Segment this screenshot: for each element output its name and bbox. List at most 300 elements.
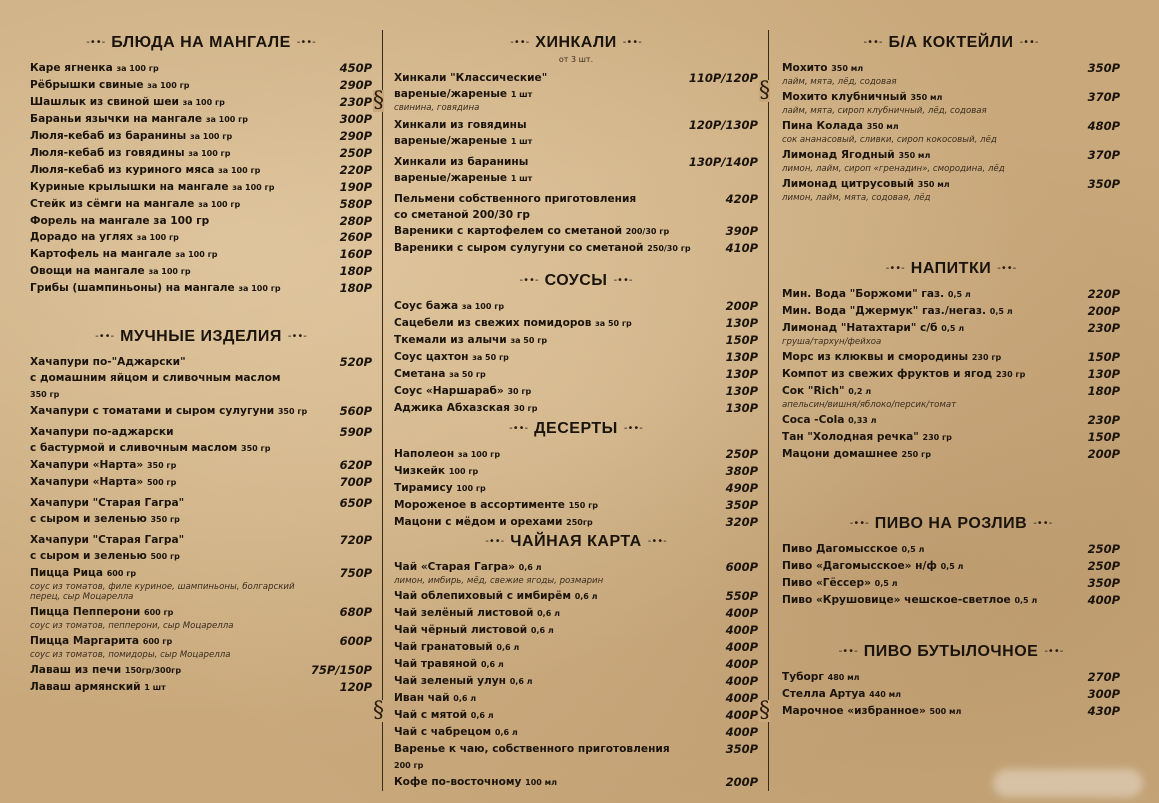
menu-item — [30, 229, 372, 246]
section-title-text: Б/А КОКТЕЙЛИ — [888, 34, 1014, 51]
ornament-right-icon: -••- — [1019, 37, 1039, 48]
blurred-watermark — [993, 769, 1143, 797]
menu-item — [782, 686, 1120, 703]
item-unit: 480 мл — [827, 673, 860, 682]
item-name: Аджика Абхазская — [394, 402, 510, 414]
item-price: 180Р — [1087, 384, 1120, 398]
item-price: 400Р — [725, 657, 758, 671]
item-unit: 230 гр — [995, 370, 1026, 379]
item-unit: 1 шт — [510, 174, 533, 183]
item-name: Люля-кебаб из баранины — [30, 130, 187, 142]
item-price: 150Р — [1087, 350, 1120, 364]
item-price: 290Р — [339, 129, 372, 143]
item-price: 620Р — [339, 458, 372, 472]
item-unit: 600 гр — [144, 608, 174, 617]
item-price: 720Р — [339, 533, 372, 547]
menu-item — [394, 223, 758, 240]
item-unit: за 100 гр — [457, 450, 501, 459]
ornament-right-icon: -••- — [623, 423, 643, 434]
item-unit: 0,6 л — [530, 626, 554, 635]
menu-item — [30, 662, 372, 679]
item-price: 160Р — [339, 247, 372, 261]
item-price: 150Р — [1087, 430, 1120, 444]
item-unit: за 50 гр — [472, 353, 509, 362]
menu-item — [394, 154, 758, 187]
menu-item — [394, 191, 758, 223]
item-price: 300Р — [1087, 687, 1120, 701]
menu-item — [782, 89, 1120, 116]
item-unit: 500 гр — [146, 478, 177, 487]
menu-item — [782, 575, 1120, 592]
section-title-text: ХИНКАЛИ — [535, 34, 617, 51]
item-name: Лимонад цитрусовый — [782, 178, 915, 190]
item-description: лайм, мята, сироп клубничный, лёд, содовая — [782, 106, 987, 116]
item-price: 130Р — [725, 384, 758, 398]
menu-item — [30, 280, 372, 297]
item-unit: 1 шт — [144, 683, 166, 692]
item-price: 220Р — [339, 163, 372, 177]
item-unit: за 100 гр — [147, 81, 190, 90]
menu-item — [30, 246, 372, 263]
item-unit: за 100 гр — [238, 284, 281, 293]
menu-section — [394, 420, 758, 531]
item-unit: 100 гр — [448, 467, 479, 476]
item-price: 200Р — [725, 775, 758, 789]
menu-item — [394, 741, 758, 774]
menu-column-1 — [30, 0, 372, 803]
menu-item — [30, 403, 372, 420]
menu-item — [394, 315, 758, 332]
item-unit: 350 гр — [30, 390, 60, 399]
section-title — [30, 34, 372, 54]
item-unit: 0,6 л — [518, 563, 542, 572]
item-unit: 0,6 л — [496, 643, 520, 652]
item-unit: 0,5 л — [901, 545, 925, 554]
menu-item — [394, 400, 758, 417]
item-list — [782, 541, 1120, 609]
menu-item — [30, 263, 372, 280]
item-description: соус из томатов, помидоры, сыр Моцарелла — [30, 650, 231, 660]
item-name: Хачапури "Старая Гагра" с сыром и зеленью — [30, 534, 185, 562]
item-unit: 250 гр — [901, 450, 931, 459]
item-unit: 500 гр — [150, 552, 180, 561]
item-unit: 150 гр — [568, 501, 598, 510]
flourish-icon: § — [373, 88, 384, 113]
menu-section — [30, 34, 372, 297]
item-name: Хачапури «Нарта» — [30, 476, 144, 488]
item-unit: 200/30 гр — [625, 227, 670, 236]
section-title-text: МУЧНЫЕ ИЗДЕЛИЯ — [120, 328, 282, 345]
section-title — [394, 272, 758, 292]
ornament-left-icon: -••- — [86, 37, 106, 48]
item-price: 180Р — [339, 264, 372, 278]
item-description: сок ананасовый, сливки, сироп кокосовый, лёд — [782, 135, 997, 145]
item-name: Пиво «Крушовице» чешское-светлое — [782, 594, 1011, 606]
item-name: Лаваш из печи — [30, 664, 122, 676]
menu-item — [782, 303, 1120, 320]
item-name: Люля-кебаб из говядины — [30, 147, 185, 159]
item-list — [782, 60, 1120, 203]
item-list — [394, 559, 758, 791]
menu-item — [394, 690, 758, 707]
section-title-text: НАПИТКИ — [910, 260, 992, 277]
item-name: Чай чёрный листовой — [394, 624, 528, 636]
item-price: 150Р — [725, 333, 758, 347]
menu-item — [782, 286, 1120, 303]
item-description: свинина, говядина — [394, 103, 480, 113]
item-name: Чай «Старая Гагра» — [394, 561, 515, 573]
item-unit: 350 мл — [898, 151, 931, 160]
item-unit: 350 гр — [150, 515, 180, 524]
item-name: Пицца Маргарита — [30, 635, 140, 647]
menu-column-3 — [782, 0, 1120, 803]
item-name: Чай гранатовый — [394, 641, 493, 653]
item-name: Хачапури по-аджарски с бастурмой и сливочным маслом — [30, 426, 238, 454]
ornament-left-icon: -••- — [849, 518, 869, 529]
item-name: Хачапури «Нарта» — [30, 459, 144, 471]
item-price: 700Р — [339, 475, 372, 489]
item-price: 320Р — [725, 515, 758, 529]
menu-column-2 — [394, 0, 758, 803]
item-name: Мацони домашнее — [782, 448, 898, 460]
menu-item — [394, 656, 758, 673]
item-unit: 100 мл — [525, 778, 558, 787]
item-unit: за 100 гр — [136, 233, 179, 242]
item-unit: 0,6 л — [537, 609, 560, 618]
menu-section — [394, 533, 758, 791]
menu-item — [782, 366, 1120, 383]
item-price: 130Р — [725, 350, 758, 364]
flourish-icon: § — [373, 698, 384, 723]
item-name: Картофель на мангале — [30, 248, 172, 260]
item-price: 110Р/120Р — [688, 71, 758, 85]
menu-item — [394, 366, 758, 383]
menu-item — [30, 633, 372, 660]
menu-item — [782, 446, 1120, 463]
item-name: Соус «Наршараб» — [394, 385, 504, 397]
item-name: Бараньи язычки на мангале — [30, 113, 203, 125]
menu-section — [782, 643, 1120, 720]
item-unit: за 50 гр — [595, 319, 632, 328]
menu-item — [394, 497, 758, 514]
ornament-left-icon: -••- — [863, 37, 883, 48]
item-unit: 0,6 л — [494, 728, 518, 737]
item-price: 200Р — [1087, 447, 1120, 461]
item-name: Чай облепиховый с имбирём — [394, 590, 571, 602]
item-price: 400Р — [725, 708, 758, 722]
item-name: Мороженое в ассортименте — [394, 499, 565, 511]
ornament-right-icon: -••- — [287, 331, 307, 342]
item-name: Сок "Rich" — [782, 385, 845, 397]
item-price: 270Р — [1087, 670, 1120, 684]
item-name: Шашлык из свиной шеи — [30, 96, 179, 108]
item-name: Соус цахтон — [394, 351, 469, 363]
item-unit: за 100 гр — [148, 267, 191, 276]
item-price: 400Р — [1087, 593, 1120, 607]
menu-item — [782, 429, 1120, 446]
menu-item — [30, 604, 372, 631]
item-price: 120Р — [339, 680, 372, 694]
item-name: Чай травяной — [394, 658, 478, 670]
item-price: 400Р — [725, 606, 758, 620]
item-unit: за 100 гр — [218, 166, 261, 175]
item-unit: 1 шт — [510, 90, 533, 99]
item-price: 680Р — [339, 605, 372, 619]
item-price: 130Р — [725, 316, 758, 330]
item-price: 260Р — [339, 230, 372, 244]
menu-item — [30, 424, 372, 457]
item-unit: 250/30 гр — [647, 244, 691, 253]
item-unit: 0,6 л — [453, 694, 477, 703]
menu-section — [394, 272, 758, 417]
item-name: Пельмени собственного приготовления со сметаной 200/30 гр — [394, 193, 637, 221]
item-unit: 0,5 л — [947, 290, 971, 299]
item-unit: 0,33 л — [848, 416, 877, 425]
item-unit: 350 мл — [910, 93, 943, 102]
item-price: 130Р — [1087, 367, 1120, 381]
menu-item — [394, 514, 758, 531]
item-price: 130Р/140Р — [688, 155, 758, 169]
item-price: 280Р — [339, 214, 372, 228]
item-name: Вареники с картофелем со сметаной — [394, 225, 623, 237]
item-unit: за 100 гр — [182, 98, 225, 107]
menu-item — [30, 457, 372, 474]
item-unit: 30 гр — [507, 387, 532, 396]
item-name: Хинкали "Классические" вареные/жареные — [394, 72, 548, 100]
item-name: Хинкали из баранины вареные/жареные — [394, 156, 529, 184]
menu-item — [30, 94, 372, 111]
menu-item — [394, 383, 758, 400]
menu-item — [30, 213, 372, 229]
item-unit: 350 гр — [146, 461, 177, 470]
item-unit: 1 шт — [510, 137, 533, 146]
ornament-right-icon: -••- — [622, 37, 642, 48]
column-divider-left — [382, 30, 383, 791]
item-price: 250Р — [725, 447, 758, 461]
item-unit: 0,5 л — [989, 307, 1013, 316]
ornament-right-icon: -••- — [613, 275, 633, 286]
section-title — [394, 34, 758, 54]
ornament-right-icon: -••- — [647, 536, 667, 547]
item-price: 120Р/130Р — [688, 118, 758, 132]
item-name: Грибы (шампиньоны) на мангале — [30, 282, 235, 294]
item-list — [394, 446, 758, 531]
section-title-text: СОУСЫ — [544, 272, 608, 289]
item-name: Мин. Вода "Боржоми" газ. — [782, 288, 945, 300]
menu-item — [394, 480, 758, 497]
menu-item — [782, 558, 1120, 575]
item-name: Хачапури с томатами и сыром сулугуни — [30, 405, 275, 417]
item-unit: 0,5 л — [874, 579, 898, 588]
item-price: 430Р — [1087, 704, 1120, 718]
item-price: 400Р — [725, 725, 758, 739]
item-price: 520Р — [339, 355, 372, 369]
item-list — [782, 286, 1120, 463]
menu-item — [782, 147, 1120, 174]
item-unit: 350 мл — [831, 64, 864, 73]
item-name: Наполеон — [394, 448, 455, 460]
item-price: 750Р — [339, 566, 372, 580]
menu-item — [394, 446, 758, 463]
section-title — [394, 533, 758, 553]
ornament-left-icon: -••- — [838, 646, 858, 657]
menu-item — [394, 240, 758, 257]
item-price: 200Р — [725, 299, 758, 313]
item-price: 590Р — [339, 425, 372, 439]
ornament-left-icon: -••- — [509, 423, 529, 434]
item-description: лимон, лайм, сироп «гренадин», смородина, лёд — [782, 164, 1005, 174]
item-unit: 350 мл — [917, 180, 950, 189]
item-unit: за 50 гр — [449, 370, 486, 379]
item-unit: 230 гр — [922, 433, 952, 442]
item-price: 390Р — [725, 224, 758, 238]
menu-item — [782, 703, 1120, 720]
item-price: 400Р — [725, 623, 758, 637]
item-name: Хачапури по-"Аджарски" с домашним яйцом и сливочным маслом — [30, 356, 281, 384]
item-name: Лимонад Ягодный — [782, 149, 895, 161]
item-name: Чай с мятой — [394, 709, 468, 721]
ornament-left-icon: -••- — [519, 275, 539, 286]
item-name: Сметана — [394, 368, 446, 380]
section-title — [394, 420, 758, 440]
flourish-icon: § — [759, 698, 770, 723]
item-list — [394, 298, 758, 417]
menu-item — [782, 176, 1120, 203]
item-name: Пицца Рица — [30, 567, 104, 579]
item-unit: 0,6 л — [574, 592, 598, 601]
item-unit: 100 гр — [456, 484, 486, 493]
item-price: 350Р — [1087, 177, 1120, 191]
section-title-text: ПИВО БУТЫЛОЧНОЕ — [863, 643, 1039, 660]
menu-item — [30, 565, 372, 602]
section-title-text: ДЕСЕРТЫ — [534, 420, 618, 437]
item-unit: за 100 гр — [232, 183, 275, 192]
item-unit: за 100 гр — [175, 250, 218, 259]
menu-item — [394, 349, 758, 366]
item-unit: 0,5 л — [941, 324, 965, 333]
item-unit: 350 мл — [866, 122, 899, 131]
menu-item — [394, 588, 758, 605]
item-price: 480Р — [1087, 119, 1120, 133]
item-price: 490Р — [725, 481, 758, 495]
menu-item — [394, 70, 758, 113]
item-price: 300Р — [339, 112, 372, 126]
item-unit: 440 мл — [869, 690, 902, 699]
item-price: 560Р — [339, 404, 372, 418]
item-list — [394, 70, 758, 257]
item-name: Куриные крылышки на мангале — [30, 181, 229, 193]
menu-section — [782, 260, 1120, 463]
section-title-text: ЧАЙНАЯ КАРТА — [510, 533, 642, 550]
item-unit: 0,6 л — [470, 711, 494, 720]
menu-item — [394, 639, 758, 656]
item-price: 250Р — [1087, 542, 1120, 556]
section-title — [782, 515, 1120, 535]
menu-item — [782, 383, 1120, 410]
item-price: 290Р — [339, 78, 372, 92]
item-price: 200Р — [1087, 304, 1120, 318]
menu-item — [30, 162, 372, 179]
item-name: Пина Колада — [782, 120, 863, 132]
item-unit: 150гр/300гр — [124, 666, 182, 675]
menu-item — [394, 559, 758, 586]
menu-item — [782, 592, 1120, 609]
item-description: соус из томатов, филе куриное, шампиньоны, болгарский перец, сыр Моцарелла — [30, 582, 295, 602]
item-unit: 0,5 л — [940, 562, 964, 571]
menu-section — [394, 34, 758, 257]
column-divider-right — [768, 30, 769, 791]
item-unit: 0,6 л — [509, 677, 533, 686]
item-name: Соус бажа — [394, 300, 459, 312]
section-title — [782, 34, 1120, 54]
item-unit: 30 гр — [513, 404, 538, 413]
menu-item — [30, 145, 372, 162]
menu-item — [30, 196, 372, 213]
item-price: 130Р — [725, 401, 758, 415]
menu-item — [394, 673, 758, 690]
item-description: груша/тархун/фейхоа — [782, 337, 882, 347]
item-price: 370Р — [1087, 148, 1120, 162]
menu-item — [782, 412, 1120, 429]
item-list — [30, 354, 372, 696]
item-unit: за 100 гр — [461, 302, 505, 311]
menu-item — [394, 774, 758, 791]
item-name: Каре ягненка — [30, 62, 113, 74]
item-description: соус из томатов, пепперони, сыр Моцарелла — [30, 621, 234, 631]
menu-item — [30, 679, 372, 696]
item-price: 230Р — [1087, 321, 1120, 335]
item-description: лимон, лайм, мята, содовая, лёд — [782, 193, 931, 203]
item-price: 580Р — [339, 197, 372, 211]
menu-item — [30, 60, 372, 77]
item-name: Чай зеленый улун — [394, 675, 507, 687]
menu-item — [30, 179, 372, 196]
item-list — [782, 669, 1120, 720]
ornament-right-icon: -••- — [1044, 646, 1064, 657]
ornament-left-icon: -••- — [485, 536, 505, 547]
item-price: 600Р — [725, 560, 758, 574]
menu-item — [30, 532, 372, 565]
item-name: Чай зелёный листовой — [394, 607, 534, 619]
item-price: 220Р — [1087, 287, 1120, 301]
item-name: Пиво «Гёссер» — [782, 577, 871, 589]
item-description: лайм, мята, лёд, содовая — [782, 77, 897, 87]
item-name: Мин. Вода "Джермук" газ./негаз. — [782, 305, 987, 317]
item-name: Дорадо на углях — [30, 231, 133, 243]
item-unit: 230 гр — [971, 353, 1002, 362]
item-name: Ткемали из алычи — [394, 334, 507, 346]
item-unit: 0,5 л — [1014, 596, 1038, 605]
item-name: Тан "Холодная речка" — [782, 431, 919, 443]
item-unit: за 100 гр — [198, 200, 241, 209]
menu-item — [394, 332, 758, 349]
menu-item — [782, 349, 1120, 366]
menu-item — [30, 495, 372, 528]
menu-item — [394, 724, 758, 741]
item-price: 230Р — [1087, 413, 1120, 427]
item-price: 230Р — [339, 95, 372, 109]
item-price: 130Р — [725, 367, 758, 381]
item-name: Стелла Артуа — [782, 688, 866, 700]
item-price: 250Р — [339, 146, 372, 160]
ornament-right-icon: -••- — [997, 263, 1017, 274]
ornament-left-icon: -••- — [885, 263, 905, 274]
item-list — [30, 60, 372, 297]
item-unit: за 50 гр — [510, 336, 548, 345]
menu-section — [30, 328, 372, 696]
item-name: Хачапури "Старая Гагра" с сыром и зеленью — [30, 497, 185, 525]
item-name: Вареники с сыром сулугуни со сметаной — [394, 242, 644, 254]
